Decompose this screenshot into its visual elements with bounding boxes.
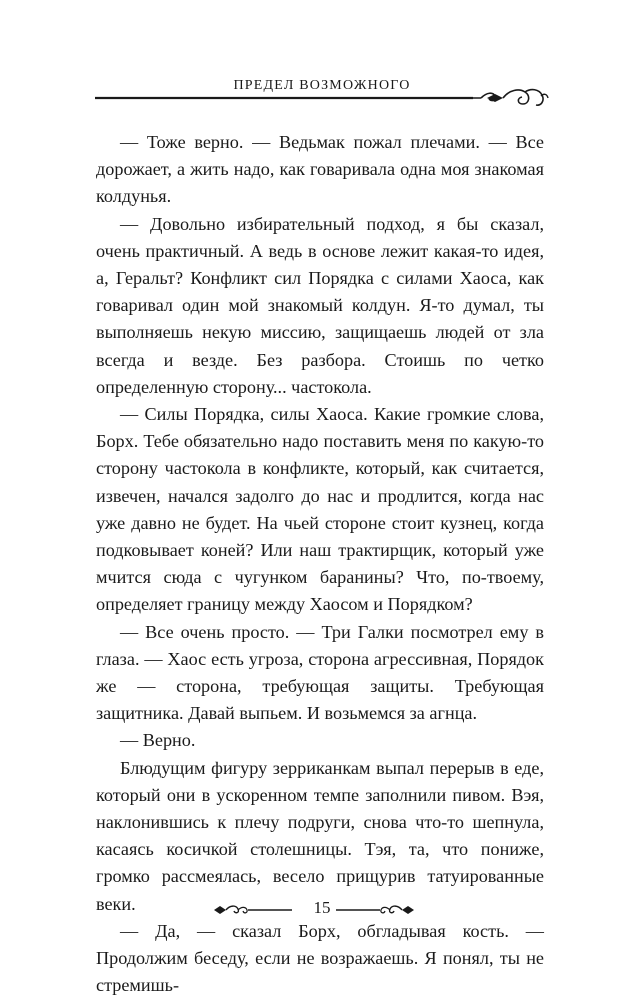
paragraph: — Все очень просто. — Три Галки посмотрел ему в глаза. — Хаос есть угроза, сторона агрессивная, Порядок же — сторона, требующая защиты. Требующая защитника. Давай выпьем. И возьмемся за агнца. xyxy=(96,621,544,724)
header-ornament-rule xyxy=(95,86,550,110)
body-text xyxy=(96,129,544,1000)
paragraph: — Довольно избирательный подход, я бы сказал, очень практичный. А ведь в основе лежит какая-то идея, а, Геральт? Конфликт сил Порядка с силами Хаоса, как говаривал один мой знакомый колдун. Я-то думал, ты выполняешь некую миссию, защищаешь людей от зла всегда и везде. Без разбора. Стоишь по четко определенную сторону... частокола. xyxy=(96,213,544,397)
paragraph: — Верно. xyxy=(120,730,196,751)
paragraph: — Тоже верно. — Ведьмак пожал плечами. — Все дорожает, а жить надо, как говаривала одна моя знакомая колдунья. xyxy=(96,132,544,207)
paragraph: — Силы Порядка, силы Хаоса. Какие громкие слова, Борх. Тебе обязательно надо поставить меня по какую-то сторону частокола в конфликте, который, как считается, извечен, начался задолго до нас и продлится, когда нас уже давно не будет. На чьей стороне стоит кузнец, когда подковывает коней? Или наш трактирщик, который уже мчится сюда с чугунком баранины? Что, по-твоему, определяет границу между Хаосом и Порядком? xyxy=(96,404,544,615)
paragraph: Блюдущим фигуру зерриканкам выпал перерыв в еде, который они в ускоренном темпе заполнили пивом. Вэя, наклонившись к плечу подруги, снова что-то шепнула, касаясь косичкой столешницы. Тэя, та, что пониже, громко рассмеялась, весело прищурив татуированные веки. xyxy=(96,757,544,914)
running-header: ПРЕДЕЛ ВОЗМОЖНОГО xyxy=(233,78,411,93)
footer-ornament xyxy=(0,898,644,922)
page-number: 15 xyxy=(313,898,331,917)
footer-ornament-right xyxy=(336,898,416,922)
paragraph: — Да, — сказал Борх, обгладывая кость. — Продолжим беседу, если не возражаешь. Я понял, ты не стремишь- xyxy=(96,920,544,996)
